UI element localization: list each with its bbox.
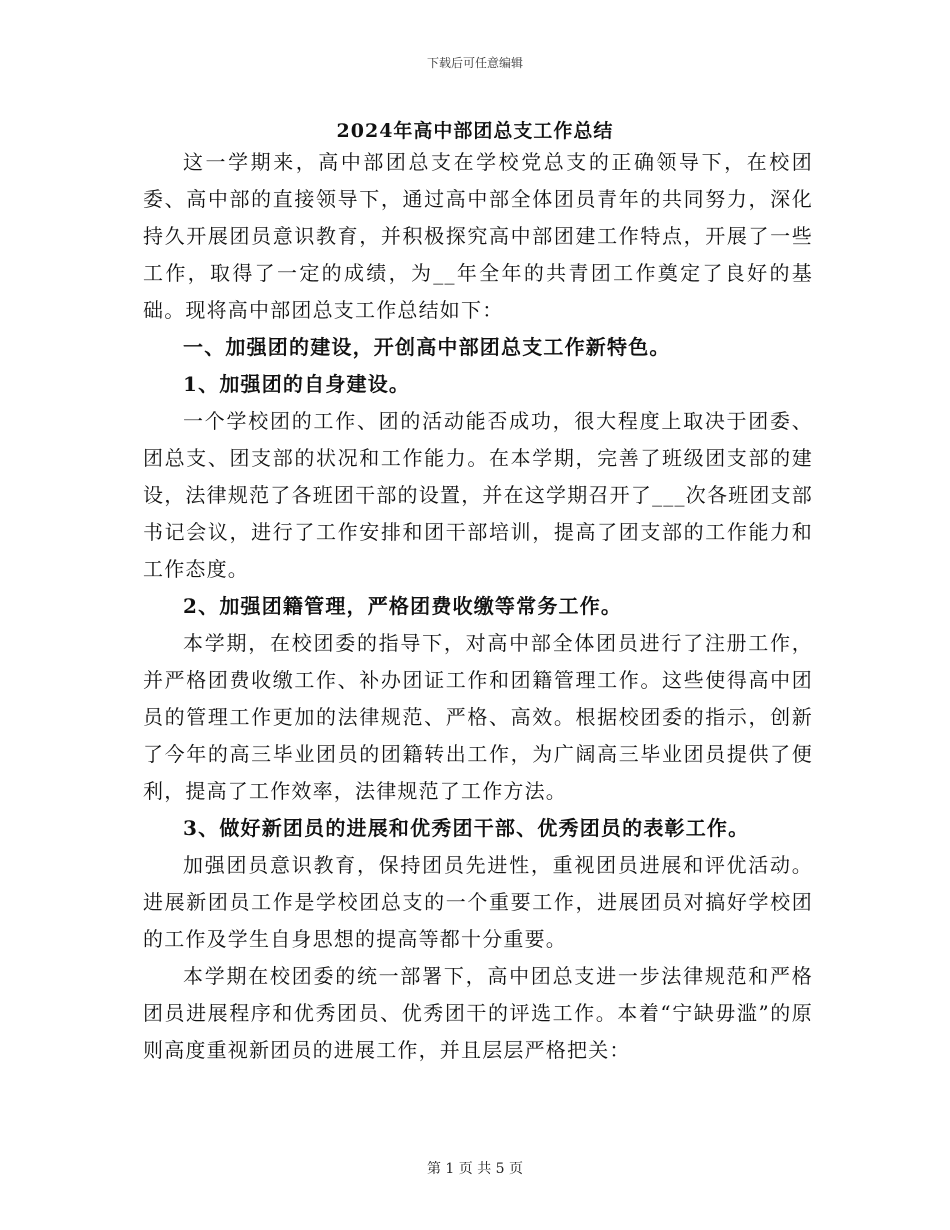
document-body — [143, 144, 813, 1069]
page-number: 第 1 页 共 5 页 — [426, 1161, 524, 1177]
paragraph-self-building: 一个学校团的工作、团的活动能否成功，很大程度上取决于团委、团总支、团支部的状况和工作能力。在本学期，完善了班级团支部的建设，法律规范了各班团干部的设置，并在这学期召开了___次各班团支部书记会议，进行了工作安排和团干部培训，提高了团支部的工作能力和工作态度。 — [143, 409, 813, 581]
paragraph-membership-management: 本学期，在校团委的指导下，对高中部全体团员进行了注册工作，并严格团费收缴工作、补办团证工作和团籍管理工作。这些使得高中团员的管理工作更加的法律规范、严格、高效。根据校团委的指示，创新了今年的高三毕业团员的团籍转出工作，为广阔高三毕业团员提供了便利，提高了工作效率，法律规范了工作方法。 — [143, 631, 813, 803]
subsection-heading-2: 2、加强团籍管理，严格团费收缴等常务工作。 — [183, 594, 623, 618]
subsection-heading-3: 3、做好新团员的进展和优秀团干部、优秀团员的表彰工作。 — [183, 816, 750, 840]
paragraph-selection-work: 本学期在校团委的统一部署下，高中团总支进一步法律规范和严格团员进展程序和优秀团员、优秀团干的评选工作。本着“宁缺毋滥”的原则高度重视新团员的进展工作，并且层层严格把关： — [143, 964, 813, 1062]
section-heading-1: 一、加强团的建设，开创高中部团总支工作新特色。 — [183, 335, 671, 359]
subsection-heading-1: 1、加强团的自身建设。 — [183, 372, 411, 396]
paragraph-member-awareness: 加强团员意识教育，保持团员先进性，重视团员进展和评优活动。进展新团员工作是学校团总支的一个重要工作，进展团员对搞好学校团的工作及学生自身思想的提高等都十分重要。 — [143, 853, 813, 951]
paragraph-intro: 这一学期来，高中部团总支在学校党总支的正确领导下，在校团委、高中部的直接领导下，通过高中部全体团员青年的共同努力，深化持久开展团员意识教育，并积极探究高中部团建工作特点，开展了一些工作，取得了一定的成绩，为__年全年的共青团工作奠定了良好的基础。现将高中部团总支工作总结如下： — [143, 150, 813, 322]
header-note: 下载后可任意编辑 — [426, 56, 523, 70]
document-title: 2024年高中部团总支工作总结 — [336, 120, 614, 142]
